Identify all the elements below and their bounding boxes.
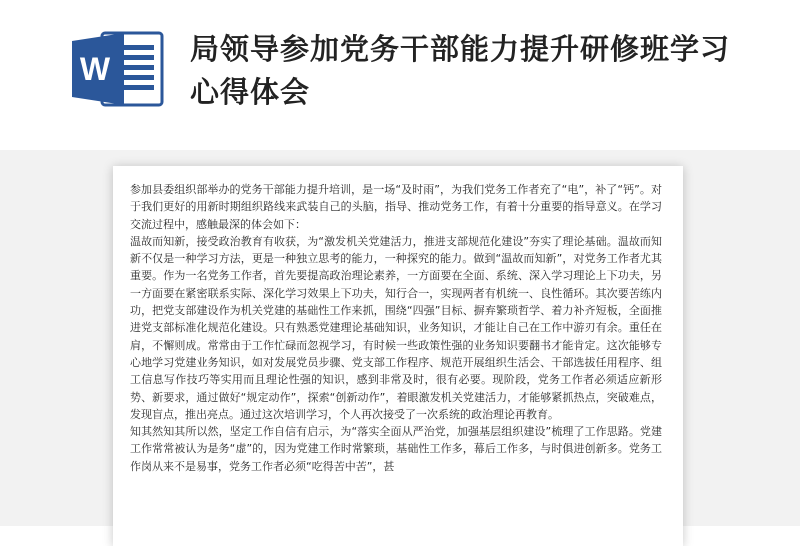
paragraph-section-2: 知其然知其所以然，坚定工作自信有启示，为“落实全面从严治党，加强基层组织建设”梳理了工作思路。党建工作常常被认为是务“虚”的，因为党建工作时常繁琐，基础性工作多，幕后工作多，与时俱进创新多。党务工作岗从来不是易事，党务工作者必须“吃得苦中苦”，甚 — [130, 425, 662, 473]
document-body — [130, 181, 662, 475]
page-title: 局领导参加党务干部能力提升研修班学习心得体会 — [190, 32, 731, 109]
word-document-icon — [72, 30, 164, 108]
document-page — [113, 166, 683, 546]
header — [0, 0, 800, 150]
paragraph-intro: 参加县委组织部举办的党务干部能力提升培训，是一场“及时雨”，为我们党务工作者充了“电”，补了“钙”。对于我们更好的用新时期组织路线来武装自己的头脑，指导、推动党务工作，有着十分重要的指导意义。在学习交流过程中，感触最深的体会如下： — [130, 183, 662, 231]
word-icon-letter: W — [79, 51, 111, 87]
paragraph-section-1: 温故而知新，接受政治教育有收获，为“激发机关党建活力，推进支部规范化建设”夯实了理论基础。温故而知新不仅是一种学习方法，更是一种独立思考的能力，一种探究的能力。做到“温故而知新”，对党务工作者尤其重要。作为一名党务工作者，首先要提高政治理论素养，一方面要在全面、系统、深入学习理论上下功夫，另一方面要在紧密联系实际、深化学习效果上下功夫，知行合一，实现两者有机统一、良性循环。其次要苦练内功，把党支部建设作为机关党建的基础性工作来抓，围绕“四强”目标、摒弃繁琐哲学、着力补齐短板，全面推进党支部标准化规范化建设。只有熟悉党建理论基础知识，业务知识，才能让自己在工作中游刃有余。重任在肩，不懈则成。常常由于工作忙碌而忽视学习，有时候一些政策性强的业务知识要翻书才能肯定。这次能够专心地学习党建业务知识，如对发展党员步骤、党支部工作程序、规范开展组织生活会、干部选拔任用程序、组工信息写作技巧等实用而且理论性强的知识，感到非常及时，很有必要。现阶段，党务工作者必须适应新形势、新要求，通过做好“规定动作”，探索“创新动作”，着眼激发机关党建活力，才能够紧抓热点，突破难点，发现盲点，推出亮点。通过这次培训学习，个人再次接受了一次系统的政治理论再教育。 — [130, 234, 662, 421]
